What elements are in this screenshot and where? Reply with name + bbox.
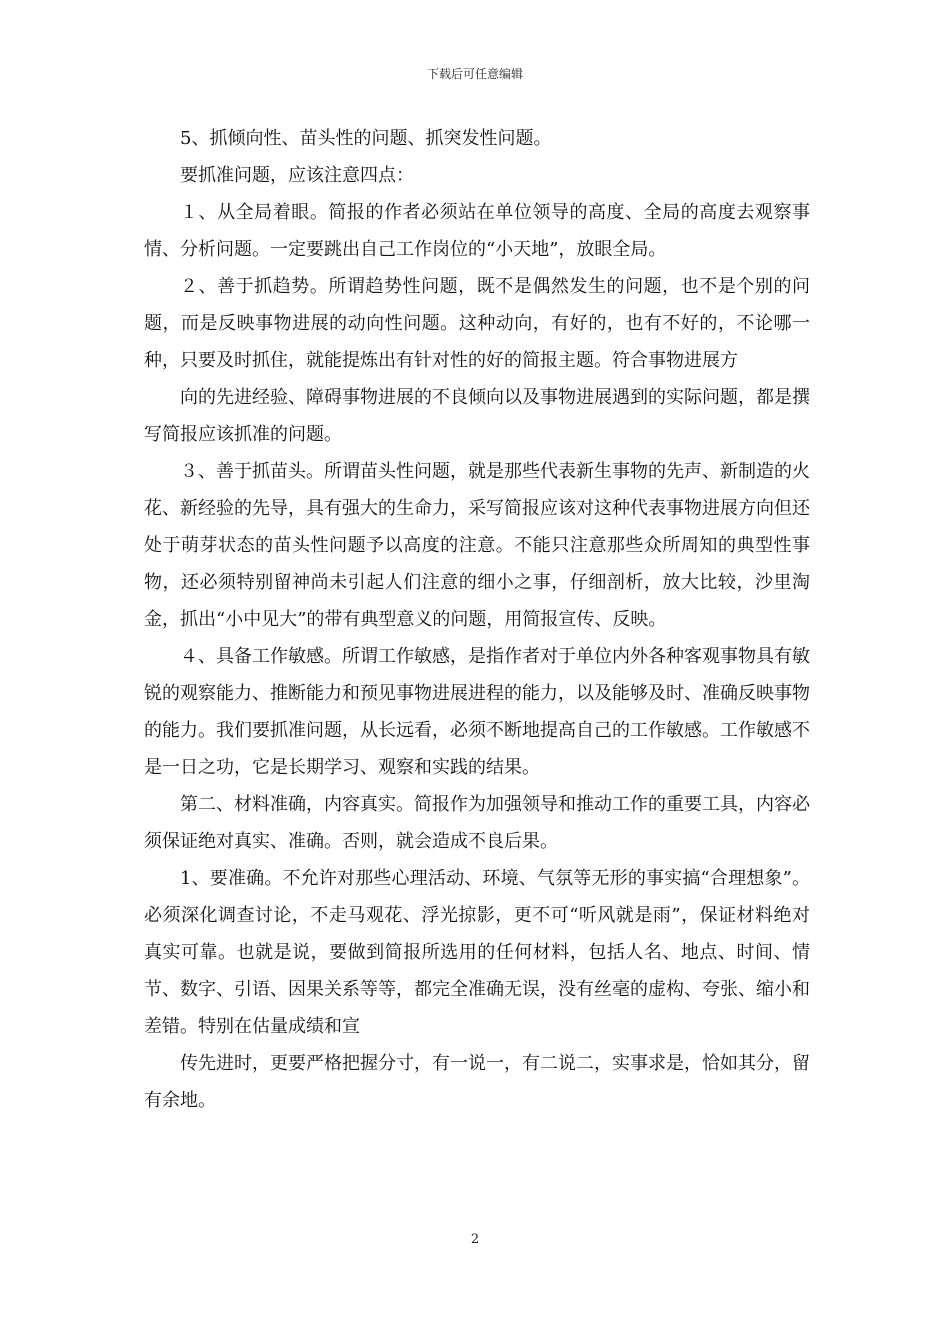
paragraph-point-4: ４、具备工作敏感。所谓工作敏感，是指作者对于单位内外各种客观事物具有敏锐的观察能力、推断能力和预见事物进展进程的能力，以及能够及时、准确反映事物的能力。我们要抓准问题，从长远看，必须不断地提高自己的工作敏感。工作敏感不是一日之功，它是长期学习、观察和实践的结果。 xyxy=(144,646,810,778)
page-header: 下载后可任意编辑 xyxy=(426,67,523,81)
page-number: 2 xyxy=(470,1232,480,1247)
paragraph-accuracy-continued: 传先进时，更要严格把握分寸，有一说一，有二说二，实事求是，恰如其分，留有余地。 xyxy=(144,1053,810,1111)
paragraph-point-2: ２、善于抓趋势。所谓趋势性问题，既不是偶然发生的问题，也不是个别的问题，而是反映事物进展的动向性问题。这种动向，有好的，也有不好的，不论哪一种，只要及时抓住，就能提炼出有针对性的好的简报主题。符合事物进展方 xyxy=(144,276,810,371)
paragraph-item-5: 5、抓倾向性、苗头性的问题、抓突发性问题。 xyxy=(180,128,552,149)
paragraph-point-2-continued: 向的先进经验、障碍事物进展的不良倾向以及事物进展遇到的实际问题，都是撰写简报应该抓准的问题。 xyxy=(144,387,810,445)
paragraph-point-3: ３、善于抓苗头。所谓苗头性问题，就是那些代表新生事物的先声、新制造的火花、新经验的先导，具有强大的生命力，采写简报应该对这种代表事物进展方向但还处于萌芽状态的苗头性问题予以高度的注意。不能只注意那些众所周知的典型性事物，还必须特别留神尚未引起人们注意的细小之事，仔细剖析，放大比较，沙里淘金，抓出“小中见大”的带有典型意义的问题，用简报宣传、反映。 xyxy=(144,461,810,630)
paragraph-section-two: 第二、材料准确，内容真实。简报作为加强领导和推动工作的重要工具，内容必须保证绝对真实、准确。否则，就会造成不良后果。 xyxy=(144,794,810,852)
paragraph-accuracy: 1、要准确。不允许对那些心理活动、环境、气氛等无形的事实搞“合理想象”。必须深化调查讨论，不走马观花、浮光掠影，更不可“听风就是雨”，保证材料绝对真实可靠。也就是说，要做到简报所选用的任何材料，包括人名、地点、时间、情节、数字、引语、因果关系等等，都完全准确无误，没有丝毫的虚构、夸张、缩小和差错。特别在估量成绩和宣 xyxy=(144,868,810,1037)
paragraph-point-1: １、从全局着眼。简报的作者必须站在单位领导的高度、全局的高度去观察事情、分析问题。一定要跳出自己工作岗位的“小天地”，放眼全局。 xyxy=(144,202,810,260)
document-body xyxy=(144,120,810,1119)
paragraph-four-points-intro: 要抓准问题，应该注意四点： xyxy=(180,165,414,186)
